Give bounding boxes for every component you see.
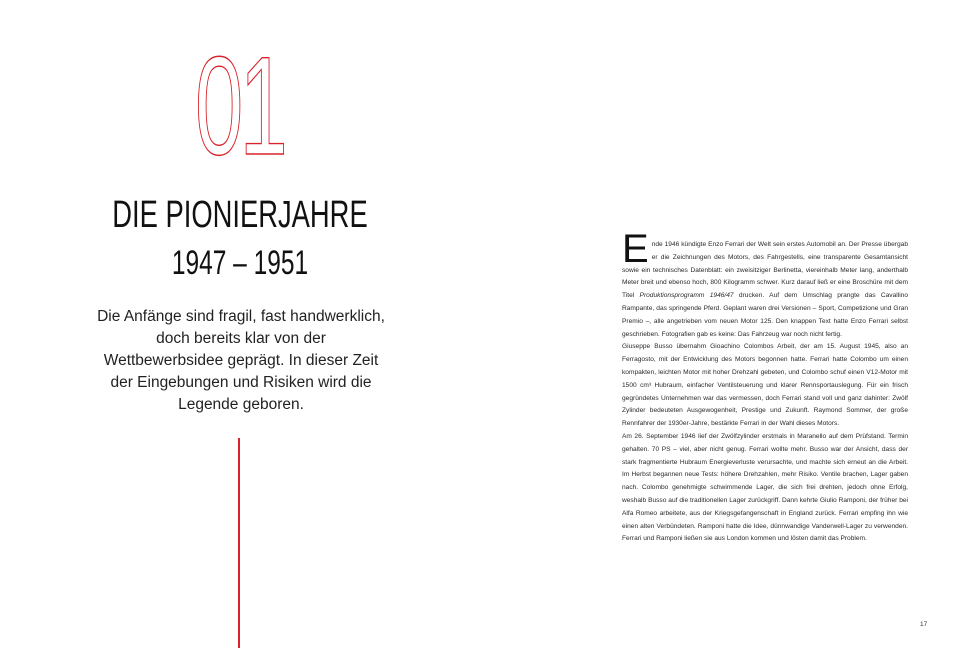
body-paragraph-1 [622,227,908,341]
drop-cap: E [622,227,649,271]
chapter-years: 1947 – 1951 [171,244,309,282]
page-number: 17 [920,621,928,628]
chapter-title: DIE PIONIERJAHRE [112,194,368,236]
paragraph-1-text: nde 1946 kündigte Enzo Ferrari der Welt sein erstes Automobil an. Der Presse übergab er die Zeichnungen des Motors, des Fahrgestells, eine transparente Gesamtansicht sowie ein technisches Datenblatt: ein zweisitziger Berlinetta, viereinhalb Meter lang, anderthalb Meter breit und ebenso hoch, 800 Kilogramm schwer. Kurz darauf ließ er eine Broschüre mit dem Titel [622,241,908,300]
brochure-title: Produktionsprogramm 1946/47 [639,292,734,300]
body-paragraph-2: Giuseppe Busso übernahm Gioachino Colombos Arbeit, der am 15. August 1945, also an Ferragosto, mit der Entwicklung des Motors begonnen hatte. Ferrari hatte Colombo um einen kompakten, leichten Motor mit hoher Drehzahl gebeten, und Colombo schuf einen V12-Motor mit 1500 cm³ Hubraum, einfacher Ventilsteuerung und klarer Rennsportauslegung. Für ein frisch gegründetes Unternehmen war das vermessen, doch Ferrari stand voll und ganz dahinter: Zwölf Zylinder bedeuteten Ausgewogenheit, Prestige und Zukunft. Raymond Sommer, der große Rennfahrer der 1930er-Jahre, bestärkte Ferrari in der Wahl dieses Motors. [622,343,908,428]
body-paragraph-3: Am 26. September 1946 lief der Zwölfzylinder erstmals in Maranello auf dem Prüfstand. Termin gehalten. 70 PS – viel, aber nicht genug. Ferrari wollte mehr. Busso war der Ansicht, dass der stark fragmentierte Hubraum Energieverluste verursachte, und machte sich erneut an die Arbeit. Im Herbst begannen neue Tests: höhere Drehzahlen, mehr Risiko. Ventile brachen, Lager gaben nach. Colombo genehmigte schwimmende Lager, die sich frei drehten, jedoch ohne Erfolg, weshalb Busso auf die traditionellen Lager zurückgriff. Dann kehrte Giulio Ramponi, der früher bei Alfa Romeo arbeitete, aus der Kriegsgefangenschaft in England zurück. Ferrari empfing ihn wie einen alten Verbündeten. Ramponi hatte die Idee, dünnwandige Vanderwell-Lager zu verwenden. Ferrari und Ramponi ließen sie aus London kommen und lösten damit das Problem. [622,432,908,543]
red-divider-line [238,438,240,648]
body-text [622,227,908,546]
chapter-number: 01 [195,27,285,184]
paragraph-1-text-cont: drucken. Auf dem Umschlag prangte das Cavallino Rampante, das springende Pferd. Geplant waren drei Versionen – Sport, Competizione und Gran Premio –, alle angetrieben vom neuen Motor 125. Den knappen Text hatte Enzo Ferrari selbst geschrieben. Fotografien gab es keine: Das Fahrzeug war noch nicht fertig. [622,292,908,338]
chapter-intro: Die Anfänge sind fragil, fast handwerklich, doch bereits klar von der Wettbewerbsidee geprägt. In dieser Zeit der Eingebungen und Risiken wird die Legende geboren. [97,308,385,413]
